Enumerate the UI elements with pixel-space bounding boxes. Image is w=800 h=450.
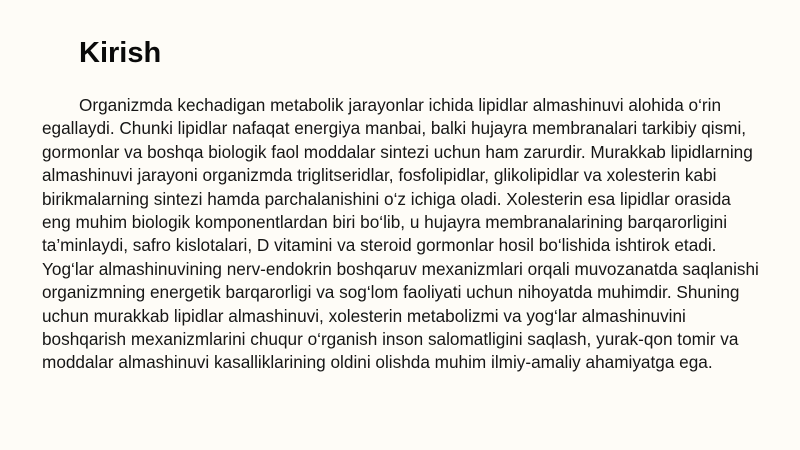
section-heading: Kirish (79, 37, 162, 69)
body-paragraph: Organizmda kechadigan metabolik jarayonlar ichida lipidlar almashinuvi alohida o‘rin egallaydi. Chunki lipidlar nafaqat energiya manbai, balki hujayra membranalari tarkibiy qismi, gormonlar va boshqa biologik faol moddalar sintezi uchun ham zarurdir. Murakkab lipidlarning almashinuvi jarayoni organizmda triglitseridlar, fosfolipidlar, glikolipidlar va xolesterin kabi birikmalarning sintezi hamda parchalanishini o‘z ichiga oladi. Xolesterin esa lipidlar orasida eng muhim biologik komponentlardan biri bo‘lib, u hujayra membranalarining barqarorligini ta’minlaydi, safro kislotalari, D vitamini va steroid gormonlar hosil bo‘lishida ishtirok etadi. Yog‘lar almashinuvining nerv-endokrin boshqaruv mexanizmlari orqali muvozanatda saqlanishi organizmning energetik barqarorligi va sog‘lom faoliyati uchun nihoyatda muhimdir. Shuning uchun murakkab lipidlar almashinuvi, xolesterin metabolizmi va yog‘lar almashinuvini boshqarish mexanizmlarini chuqur o‘rganish inson salomatligini saqlash, yurak-qon tomir va moddalar almashinuvi kasalliklarining oldini olishda muhim ilmiy-amaliy ahamiyatga ega. (42, 95, 759, 373)
